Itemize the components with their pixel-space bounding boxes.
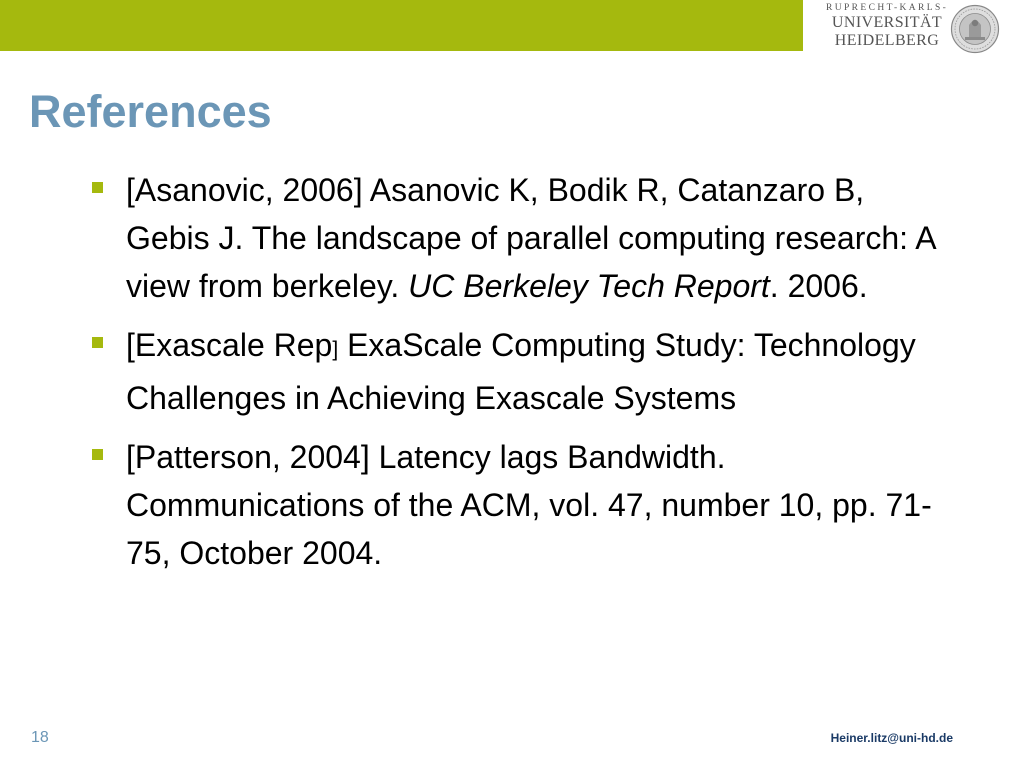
reference-year: . 2006. bbox=[769, 268, 868, 304]
reference-text: [Exascale Rep bbox=[126, 327, 333, 363]
university-logo bbox=[822, 0, 1024, 56]
reference-item bbox=[126, 166, 956, 310]
university-seal-icon bbox=[950, 4, 1000, 54]
logo-line-3: HEIDELBERG bbox=[834, 32, 940, 49]
logo-line-1: RUPRECHT-KARLS- bbox=[826, 3, 949, 13]
slide-title: References bbox=[29, 86, 272, 137]
page-number: 18 bbox=[31, 729, 49, 746]
reference-text: [Patterson, 2004] Latency lags Bandwidth. Communications of the ACM, vol. 47, number 10, pp. 71-75, October 2004. bbox=[126, 439, 932, 571]
footer-email: Heiner.litz@uni-hd.de bbox=[830, 731, 953, 745]
square-bullet-icon bbox=[92, 337, 103, 348]
logo-wordmark bbox=[826, 2, 948, 50]
reference-text: [Asanovic, 2006] Asanovic K, Bodik R, Catanzaro B, Gebis J. The landscape of parallel computing research: A view from berkeley. bbox=[126, 172, 935, 304]
reference-item bbox=[126, 433, 956, 577]
logo-line-2: UNIVERSITÄT bbox=[831, 14, 943, 31]
reference-item bbox=[126, 321, 956, 422]
square-bullet-icon bbox=[92, 449, 103, 460]
reference-title: ExaScale Computing Study: Technology Challenges in Achieving Exascale Systems bbox=[126, 327, 916, 416]
reference-source: UC Berkeley Tech Report bbox=[408, 268, 770, 304]
reference-bracket: ] bbox=[332, 338, 339, 361]
reference-list bbox=[126, 166, 956, 588]
square-bullet-icon bbox=[92, 182, 103, 193]
header-accent-bar bbox=[0, 0, 803, 51]
